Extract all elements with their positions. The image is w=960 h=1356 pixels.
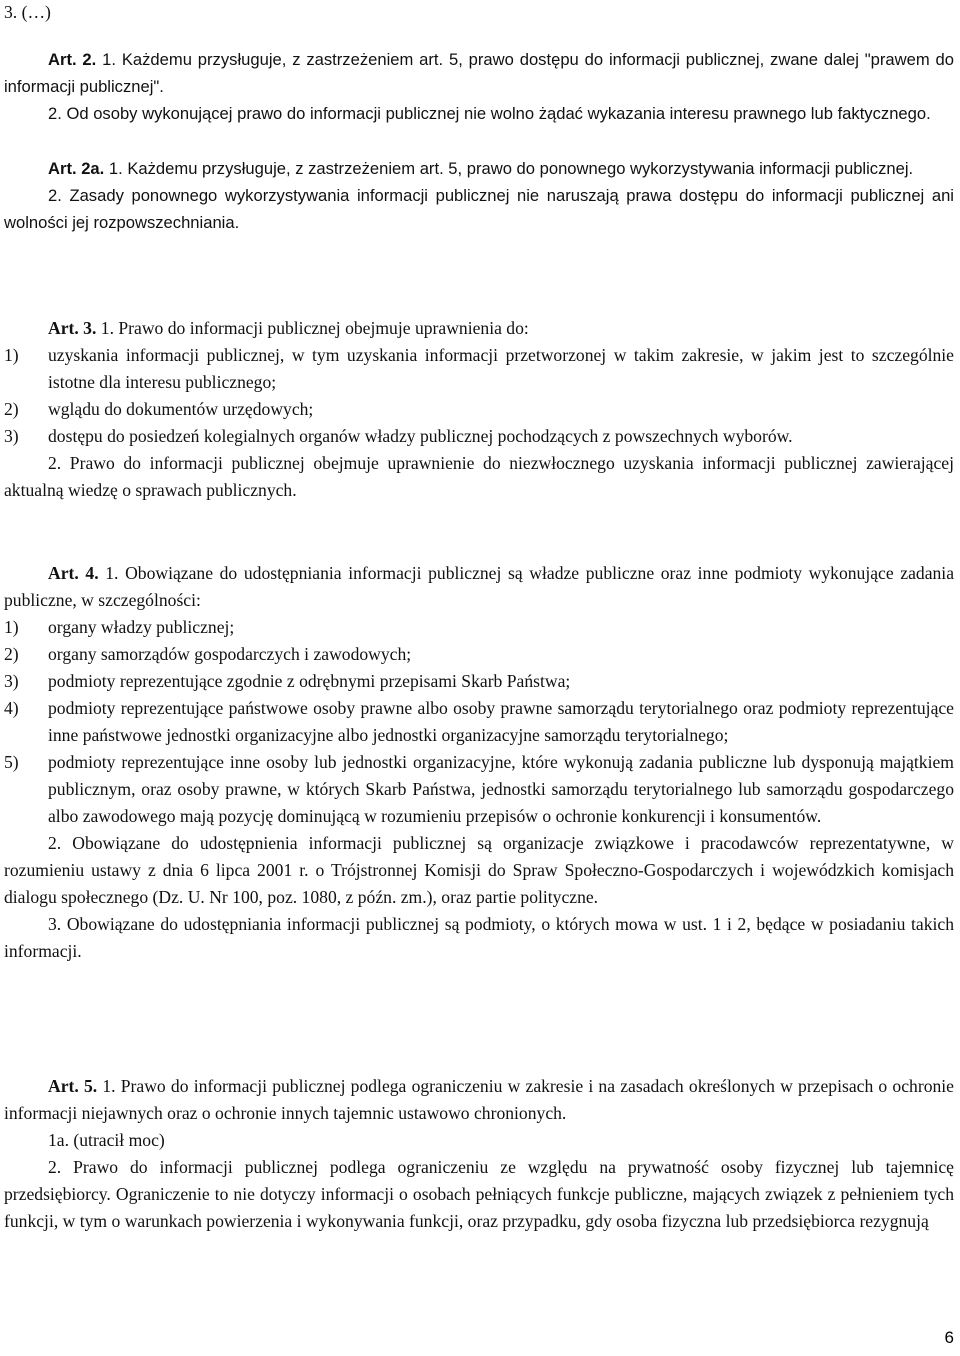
header-fragment xyxy=(4,0,954,26)
art5-para-1a: 1a. (utracił moc) xyxy=(48,1130,165,1150)
list-item xyxy=(4,749,954,830)
art5-para-2: 2. Prawo do informacji publicznej podlega ograniczeniu ze względu na prywatność osoby fizycznej lub tajemnicę przedsiębiorcy. Ograniczenie to nie dotyczy informacji o osobach pełniących funkcje publiczne, mających związek z pełnieniem tych funkcji, w tym o warunkach powierzenia i wykonywania funkcji, oraz przypadku, gdy osoba fizyczna lub przedsiębiorca rezygnują xyxy=(4,1157,954,1231)
article-2a xyxy=(4,155,954,236)
list-item-number: 2) xyxy=(4,399,19,419)
art2-para-2: 2. Od osoby wykonującej prawo do informacji publicznej nie wolno żądać wykazania interesu prawnego lub faktycznego. xyxy=(48,104,931,123)
art2-p1-text: Każdemu przysługuje, z zastrzeżeniem art. 5, prawo dostępu do informacji publicznej, zwane dalej "prawem do informacji publicznej". xyxy=(4,50,954,96)
list-item-number: 3) xyxy=(4,671,19,691)
article-5 xyxy=(4,1073,954,1235)
page-number: 6 xyxy=(944,1328,954,1347)
art2-para-1 xyxy=(4,46,954,100)
list-item xyxy=(4,423,954,450)
list-item xyxy=(4,614,954,641)
list-item xyxy=(4,695,954,749)
art2a-para-2: 2. Zasady ponownego wykorzystywania informacji publicznej nie naruszają prawa dostępu do informacji publicznej ani wolności jej rozpowszechniania. xyxy=(4,186,954,232)
art4-para-2: 2. Obowiązane do udostępnienia informacji publicznej są organizacje związkowe i pracodawców reprezentatywne, w rozumieniu ustawy z dnia 6 lipca 2001 r. o Trójstronnej Komisji do Spraw Społeczno-Gospodarczych i wojewódzkich komisjach dialogu społecznego (Dz. U. Nr 100, poz. 1080, z późn. zm.), oraz partie polityczne. xyxy=(4,833,954,907)
art4-p1-text: 1. Obowiązane do udostępniania informacji publicznej są władze publiczne oraz inne podmioty wykonujące zadania publiczne, w szczególności: xyxy=(4,563,954,610)
list-item xyxy=(4,668,954,695)
list-item xyxy=(4,342,954,396)
header-text: 3. (…) xyxy=(4,2,51,22)
art2a-para-1 xyxy=(4,155,954,182)
art4-para-3: 3. Obowiązane do udostępniania informacji publicznej są podmioty, o których mowa w ust. 1 i 2, będące w posiadaniu takich informacji. xyxy=(4,914,954,961)
document-page xyxy=(4,0,954,1356)
art3-para-1 xyxy=(4,315,954,342)
list-item-number: 5) xyxy=(4,752,19,772)
list-item-text: wglądu do dokumentów urzędowych; xyxy=(48,399,314,419)
art2a-label: Art. 2a. xyxy=(48,159,105,178)
list-item-text: uzyskania informacji publicznej, w tym uzyskania informacji przetworzonej w takim zakresie, w jakim jest to szczególnie istotne dla interesu publicznego; xyxy=(48,345,954,392)
list-item xyxy=(4,641,954,668)
art2a-p1-text: 1. Każdemu przysługuje, z zastrzeżeniem art. 5, prawo do ponownego wykorzystywania informacji publicznej. xyxy=(108,159,914,178)
list-item-text: podmioty reprezentujące inne osoby lub jednostki organizacyjne, które wykonują zadania publiczne lub dysponują majątkiem publicznym, oraz osoby prawne, w których Skarb Państwa, jednostki samorządu terytorialnego lub samorządu gospodarczego albo zawodowego mają pozycję dominującą w rozumieniu przepisów o ochronie konkurencji i konsumentów. xyxy=(48,752,954,826)
art3-label: Art. 3. xyxy=(48,318,97,338)
art5-para-1 xyxy=(4,1073,954,1127)
art5-label: Art. 5. xyxy=(48,1076,98,1096)
list-item xyxy=(4,396,954,423)
article-4 xyxy=(4,560,954,965)
art5-p1-text: 1. Prawo do informacji publicznej podlega ograniczeniu w zakresie i na zasadach określonych w przepisach o ochronie informacji niejawnych oraz o ochronie innych tajemnic ustawowo chronionych. xyxy=(4,1076,954,1123)
art4-para-1 xyxy=(4,560,954,614)
article-2 xyxy=(4,46,954,127)
list-item-text: organy samorządów gospodarczych i zawodowych; xyxy=(48,644,412,664)
art4-label: Art. 4. xyxy=(48,563,99,583)
list-item-text: podmioty reprezentujące zgodnie z odrębnymi przepisami Skarb Państwa; xyxy=(48,671,571,691)
list-item-number: 4) xyxy=(4,698,19,718)
art2-label: Art. 2. xyxy=(48,50,97,69)
art3-para-2: 2. Prawo do informacji publicznej obejmuje uprawnienie do niezwłocznego uzyskania informacji publicznej zawierającej aktualną wiedzę o sprawach publicznych. xyxy=(4,453,954,500)
list-item-text: podmioty reprezentujące państwowe osoby prawne albo osoby prawne samorządu terytorialnego oraz podmioty reprezentujące inne państwowe jednostki organizacyjne albo jednostki organizacyjne samorządu terytorialnego; xyxy=(48,698,954,745)
list-item-number: 3) xyxy=(4,426,19,446)
list-item-number: 1) xyxy=(4,617,19,637)
art2-p1-num: 1. xyxy=(102,50,116,69)
list-item-number: 1) xyxy=(4,345,19,365)
article-3 xyxy=(4,315,954,504)
list-item-number: 2) xyxy=(4,644,19,664)
list-item-text: organy władzy publicznej; xyxy=(48,617,235,637)
list-item-text: dostępu do posiedzeń kolegialnych organów władzy publicznej pochodzących z powszechnych wyborów. xyxy=(48,426,793,446)
art3-p1-text: 1. Prawo do informacji publicznej obejmuje uprawnienia do: xyxy=(100,318,529,338)
